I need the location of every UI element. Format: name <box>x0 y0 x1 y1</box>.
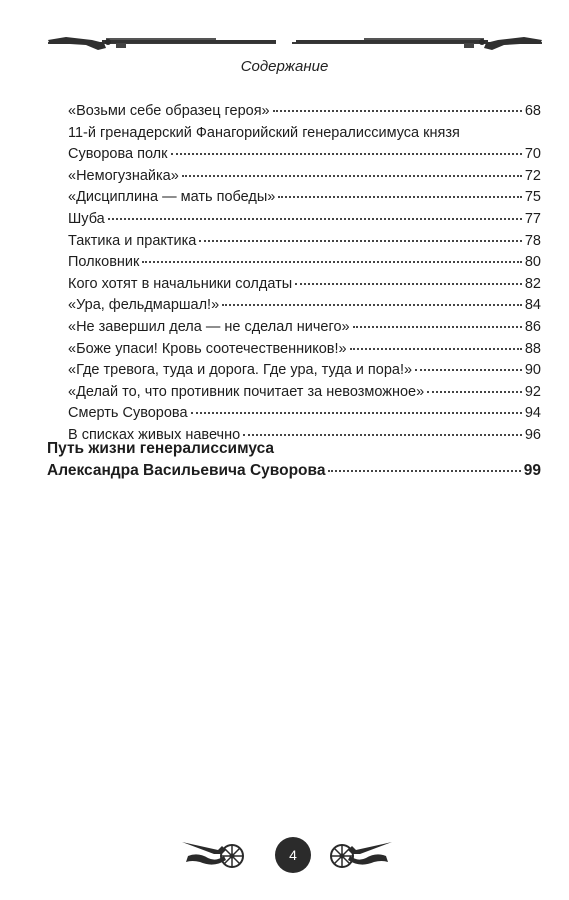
dot-leader <box>278 196 521 198</box>
table-of-contents <box>68 101 541 447</box>
dot-leader <box>427 391 522 393</box>
toc-entry[interactable] <box>68 231 541 253</box>
toc-entry-page: 78 <box>524 232 541 249</box>
toc-entry[interactable] <box>68 187 541 209</box>
dot-leader <box>171 153 522 155</box>
page-number: 4 <box>275 837 311 873</box>
toc-entry-page: 88 <box>524 340 541 357</box>
toc-entry-page: 75 <box>524 189 541 206</box>
running-head: Содержание <box>240 58 329 75</box>
toc-entry[interactable] <box>68 360 541 382</box>
toc-entry[interactable] <box>68 252 541 274</box>
toc-entry-page: 80 <box>524 254 541 271</box>
toc-entry-title: «Где тревога, туда и дорога. Где ура, туда и пора!» <box>68 362 413 379</box>
dot-leader <box>142 261 522 263</box>
toc-entry[interactable] <box>68 295 541 317</box>
section-page: 99 <box>523 462 541 479</box>
toc-entry[interactable] <box>68 144 541 166</box>
musket-icon <box>294 31 544 53</box>
toc-entry[interactable] <box>68 317 541 339</box>
dot-leader <box>108 218 522 220</box>
toc-entry-title: «Ура, фельдмаршал!» <box>68 297 220 314</box>
toc-entry-page: 90 <box>524 362 541 379</box>
toc-entry-page: 94 <box>524 405 541 422</box>
toc-entry-title: «Немогузнайка» <box>68 167 179 184</box>
toc-entry-title: Смерть Суворова <box>68 405 188 422</box>
toc-entry <box>47 460 541 482</box>
toc-entry-page: 86 <box>524 318 541 335</box>
section-title-line2: Александра Васильевича Суворова <box>47 462 326 479</box>
section-title-line1: Путь жизни генералиссимуса <box>47 440 275 457</box>
toc-entry[interactable] <box>68 339 541 361</box>
dot-leader <box>273 110 522 112</box>
dot-leader <box>243 434 522 436</box>
dot-leader <box>415 369 522 371</box>
toc-entry-title-line1: 11-й гренадерский Фанагорийский генералиссимуса князя <box>68 124 460 141</box>
toc-entry[interactable] <box>68 166 541 188</box>
dot-leader <box>222 304 522 306</box>
toc-entry[interactable] <box>68 101 541 123</box>
dot-leader <box>350 348 522 350</box>
dot-leader <box>182 175 522 177</box>
toc-entry-page: 68 <box>524 103 541 119</box>
dot-leader <box>191 412 522 414</box>
toc-entry-page: 84 <box>524 297 541 314</box>
toc-entry[interactable] <box>68 274 541 296</box>
toc-entry-title: «Не завершил дела — не сделал ничего» <box>68 318 350 335</box>
toc-entry[interactable] <box>68 382 541 404</box>
toc-entry-title: Полковник <box>68 254 140 271</box>
cannon-icon <box>178 832 248 872</box>
cannon-icon <box>326 832 396 872</box>
toc-entry[interactable] <box>68 403 541 425</box>
toc-entry-page: 96 <box>524 426 541 443</box>
toc-entry-title: «Делай то, что противник почитает за невозможное» <box>68 383 425 400</box>
musket-icon <box>46 31 278 53</box>
toc-entry-title: Кого хотят в начальники солдаты <box>68 275 293 292</box>
toc-entry-title: Тактика и практика <box>68 232 197 249</box>
toc-entry-title: Суворова полк <box>68 146 168 163</box>
toc-entry-page: 77 <box>524 210 541 227</box>
toc-entry-page: 72 <box>524 167 541 184</box>
dot-leader <box>295 283 522 285</box>
toc-entry-title: Шуба <box>68 210 105 227</box>
toc-section-heading[interactable] <box>47 438 541 482</box>
toc-entry-title: «Боже упаси! Кровь соотечественников!» <box>68 340 347 357</box>
toc-entry-page: 70 <box>524 146 541 163</box>
dot-leader <box>328 470 520 472</box>
toc-entry-page: 82 <box>524 275 541 292</box>
toc-entry-title: «Возьми себе образец героя» <box>68 103 270 119</box>
dot-leader <box>199 240 522 242</box>
toc-entry[interactable] <box>68 209 541 231</box>
dot-leader <box>353 326 522 328</box>
toc-entry-title: В списках живых навечно <box>68 426 241 443</box>
toc-entry-title: «Дисциплина — мать победы» <box>68 189 276 206</box>
toc-entry-page: 92 <box>524 383 541 400</box>
